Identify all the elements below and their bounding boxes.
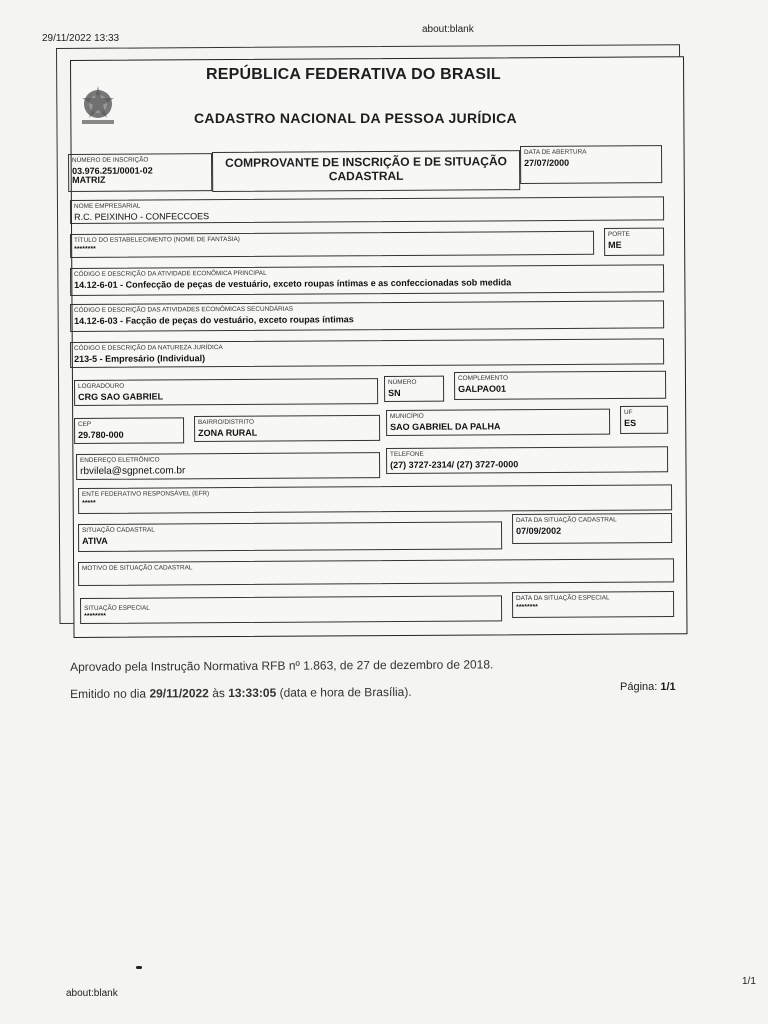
- field-data-situacao: DATA DA SITUAÇÃO CADASTRAL 07/09/2002: [512, 513, 672, 544]
- field-nome-fantasia: TÍTULO DO ESTABELECIMENTO (NOME DE FANTASIA) ********: [70, 231, 594, 258]
- inscricao-value: 03.976.251/0001-02: [72, 165, 153, 176]
- field-abertura: DATA DE ABERTURA 27/07/2000: [520, 145, 662, 184]
- field-logradouro: LOGRADOURO CRG SAO GABRIEL: [74, 378, 378, 406]
- scan-speck: [136, 966, 142, 969]
- field-atividade-principal: CÓDIGO E DESCRIÇÃO DA ATIVIDADE ECONÔMICA PRINCIPAL 14.12-6-01 - Confecção de peças de vestuário, exceto roupas íntimas e as confeccionadas sob medida: [70, 264, 664, 296]
- approval-note: Aprovado pela Instrução Normativa RFB nº 1.863, de 27 de dezembro de 2018.: [70, 657, 494, 674]
- field-data-situacao-especial: DATA DA SITUAÇÃO ESPECIAL ********: [512, 591, 674, 618]
- emission-note: Emitido no dia 29/11/2022 às 13:33:05 (data e hora de Brasília).: [70, 684, 412, 701]
- field-atividade-secundaria: CÓDIGO E DESCRIÇÃO DAS ATIVIDADES ECONÔMICAS SECUNDÁRIAS 14.12-6-03 - Facção de peças do vestuário, exceto roupas íntimas: [70, 300, 664, 332]
- field-numero: NÚMERO SN: [384, 376, 444, 402]
- print-page-count: 1/1: [742, 976, 756, 987]
- field-nome-empresarial: NOME EMPRESARIAL R.C. PEIXINHO - CONFECCOES: [70, 196, 664, 224]
- print-datetime: 29/11/2022 13:33: [42, 33, 120, 44]
- field-cep: CEP 29.780-000: [74, 417, 184, 444]
- field-situacao-especial: SITUAÇÃO ESPECIAL ********: [80, 595, 502, 624]
- field-complemento: COMPLEMENTO GALPAO01: [454, 371, 666, 400]
- field-bairro: BAIRRO/DISTRITO ZONA RURAL: [194, 415, 380, 442]
- field-comprovante: COMPROVANTE DE INSCRIÇÃO E DE SITUAÇÃO CADASTRAL: [212, 150, 520, 192]
- field-email: ENDEREÇO ELETRÔNICO rbvilela@sgpnet.com.br: [76, 452, 380, 480]
- field-porte: PORTE ME: [604, 228, 664, 256]
- print-url-bottom: about:blank: [66, 988, 118, 999]
- print-url-top: about:blank: [422, 24, 474, 35]
- field-municipio: MUNICÍPIO SAO GABRIEL DA PALHA: [386, 409, 610, 436]
- status-badge: ATIVA: [82, 535, 108, 546]
- inscricao-type: MATRIZ: [72, 174, 106, 185]
- field-uf: UF ES: [620, 406, 668, 434]
- brazil-coat-of-arms-icon: [74, 82, 122, 130]
- field-inscricao: NÚMERO DE INSCRIÇÃO 03.976.251/0001-02 MATRIZ: [68, 153, 212, 192]
- field-motivo: MOTIVO DE SITUAÇÃO CADASTRAL: [78, 558, 674, 586]
- field-telefone: TELEFONE (27) 3727-2314/ (27) 3727-0000: [386, 446, 668, 474]
- field-natureza-juridica: CÓDIGO E DESCRIÇÃO DA NATUREZA JURÍDICA 213-5 - Empresário (Individual): [70, 338, 664, 368]
- field-efr: ENTE FEDERATIVO RESPONSÁVEL (EFR) *****: [78, 484, 672, 514]
- document-subtitle: CADASTRO NACIONAL DA PESSOA JURÍDICA: [194, 110, 517, 126]
- document-title: REPÚBLICA FEDERATIVA DO BRASIL: [206, 66, 501, 83]
- field-situacao-cadastral: SITUAÇÃO CADASTRAL ATIVA: [78, 521, 502, 552]
- page-indicator: Página: 1/1: [620, 681, 676, 693]
